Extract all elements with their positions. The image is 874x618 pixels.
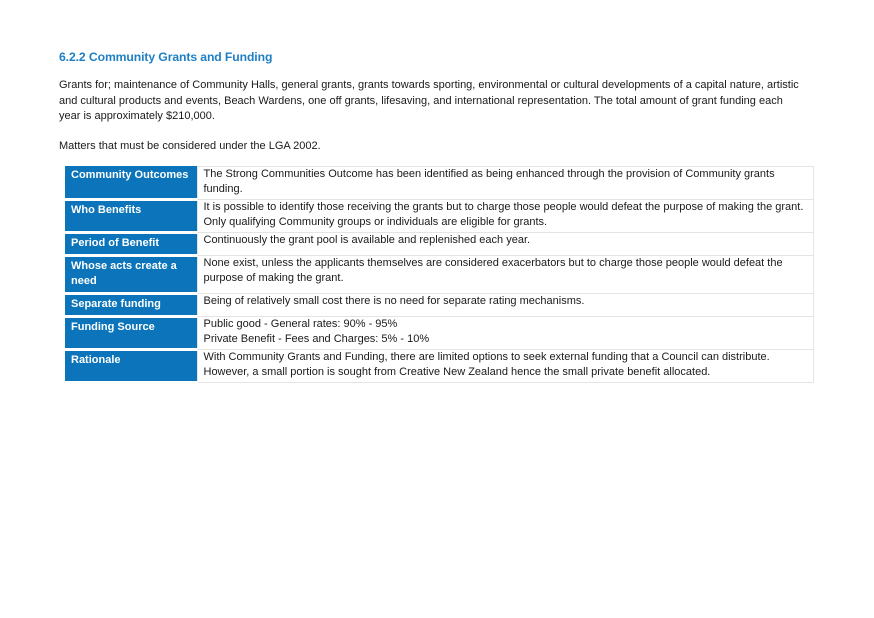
row-label-who-benefits: Who Benefits [65,199,197,232]
row-value-period-of-benefit: Continuously the grant pool is available and replenished each year. [197,232,814,255]
funding-source-private: Private Benefit - Fees and Charges: 5% - 10% [203,332,430,345]
table-row [65,166,814,199]
considerations-table [65,166,814,384]
row-value-who-benefits: It is possible to identify those receiving the grants but to charge those people would defeat the purpose of making the grant. Only qualifying Community groups or individuals are eligible for grants. [197,199,814,232]
section-heading: 6.2.2 Community Grants and Funding [59,50,273,64]
row-label-funding-source: Funding Source [65,316,197,349]
row-label-community-outcomes: Community Outcomes [65,166,197,199]
row-label-whose-acts: Whose acts create a need [65,255,197,293]
row-value-whose-acts: None exist, unless the applicants themselves are considered exacerbators but to charge those people would defeat the purpose of making the grant. [197,255,814,293]
table-row [65,349,814,382]
funding-source-public: Public good - General rates: 90% - 95% [203,317,398,330]
table-row [65,316,814,349]
table-row [65,232,814,255]
row-value-separate-funding: Being of relatively small cost there is no need for separate rating mechanisms. [197,293,814,316]
table-row [65,199,814,232]
matters-paragraph: Matters that must be considered under the LGA 2002. [59,139,321,152]
table-row [65,255,814,293]
row-value-rationale: With Community Grants and Funding, there are limited options to seek external funding that a Council can distribute. However, a small portion is sought from Creative New Zealand hence the small private benefit allocated. [197,349,814,382]
row-value-community-outcomes: The Strong Communities Outcome has been identified as being enhanced through the provision of Community grants funding. [197,166,814,199]
row-label-rationale: Rationale [65,349,197,382]
table-row [65,293,814,316]
intro-paragraph: Grants for; maintenance of Community Halls, general grants, grants towards sporting, environmental or cultural developments of a capital nature, artistic and cultural products and events, Beach Wardens, one off grants, lifesaving, and international representation. The total amount of grant funding each year is approximately $210,000. [59,79,799,122]
document-page [59,50,819,384]
row-value-funding-source [197,316,814,349]
row-label-period-of-benefit: Period of Benefit [65,232,197,255]
row-label-separate-funding: Separate funding [65,293,197,316]
